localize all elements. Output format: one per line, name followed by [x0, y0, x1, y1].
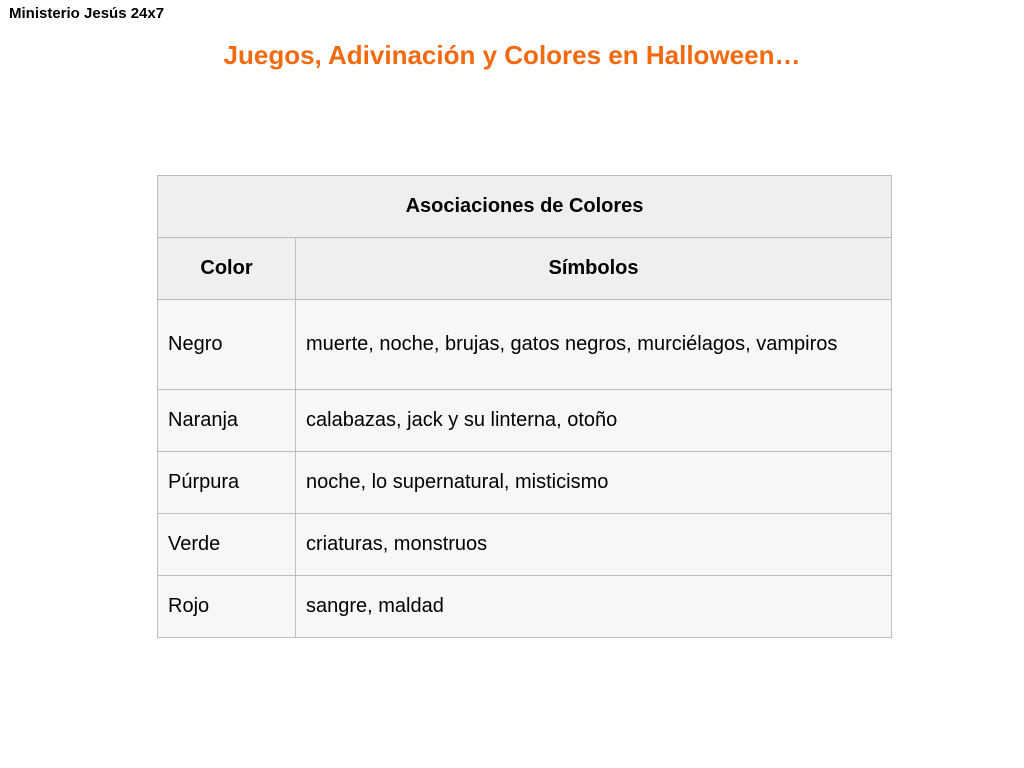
symbols-cell: calabazas, jack y su linterna, otoño — [296, 390, 892, 452]
table-row — [158, 576, 892, 638]
color-associations-table-container — [157, 175, 891, 638]
color-cell: Púrpura — [158, 452, 296, 514]
color-cell: Verde — [158, 514, 296, 576]
symbols-cell: noche, lo supernatural, misticismo — [296, 452, 892, 514]
symbols-cell: sangre, maldad — [296, 576, 892, 638]
column-header-color: Color — [158, 238, 296, 300]
color-cell: Negro — [158, 300, 296, 390]
ministry-label: Ministerio Jesús 24x7 — [9, 5, 165, 22]
table-header-row — [158, 238, 892, 300]
table-caption: Asociaciones de Colores — [158, 176, 892, 238]
color-associations-table — [157, 175, 892, 638]
slide-title: Juegos, Adivinación y Colores en Halloween… — [223, 40, 801, 70]
column-header-symbols: Símbolos — [296, 238, 892, 300]
table-row — [158, 452, 892, 514]
table-row — [158, 300, 892, 390]
table-caption-row — [158, 176, 892, 238]
symbols-cell: muerte, noche, brujas, gatos negros, murciélagos, vampiros — [296, 300, 892, 390]
table-row — [158, 514, 892, 576]
table-row — [158, 390, 892, 452]
symbols-cell: criaturas, monstruos — [296, 514, 892, 576]
color-cell: Rojo — [158, 576, 296, 638]
color-cell: Naranja — [158, 390, 296, 452]
